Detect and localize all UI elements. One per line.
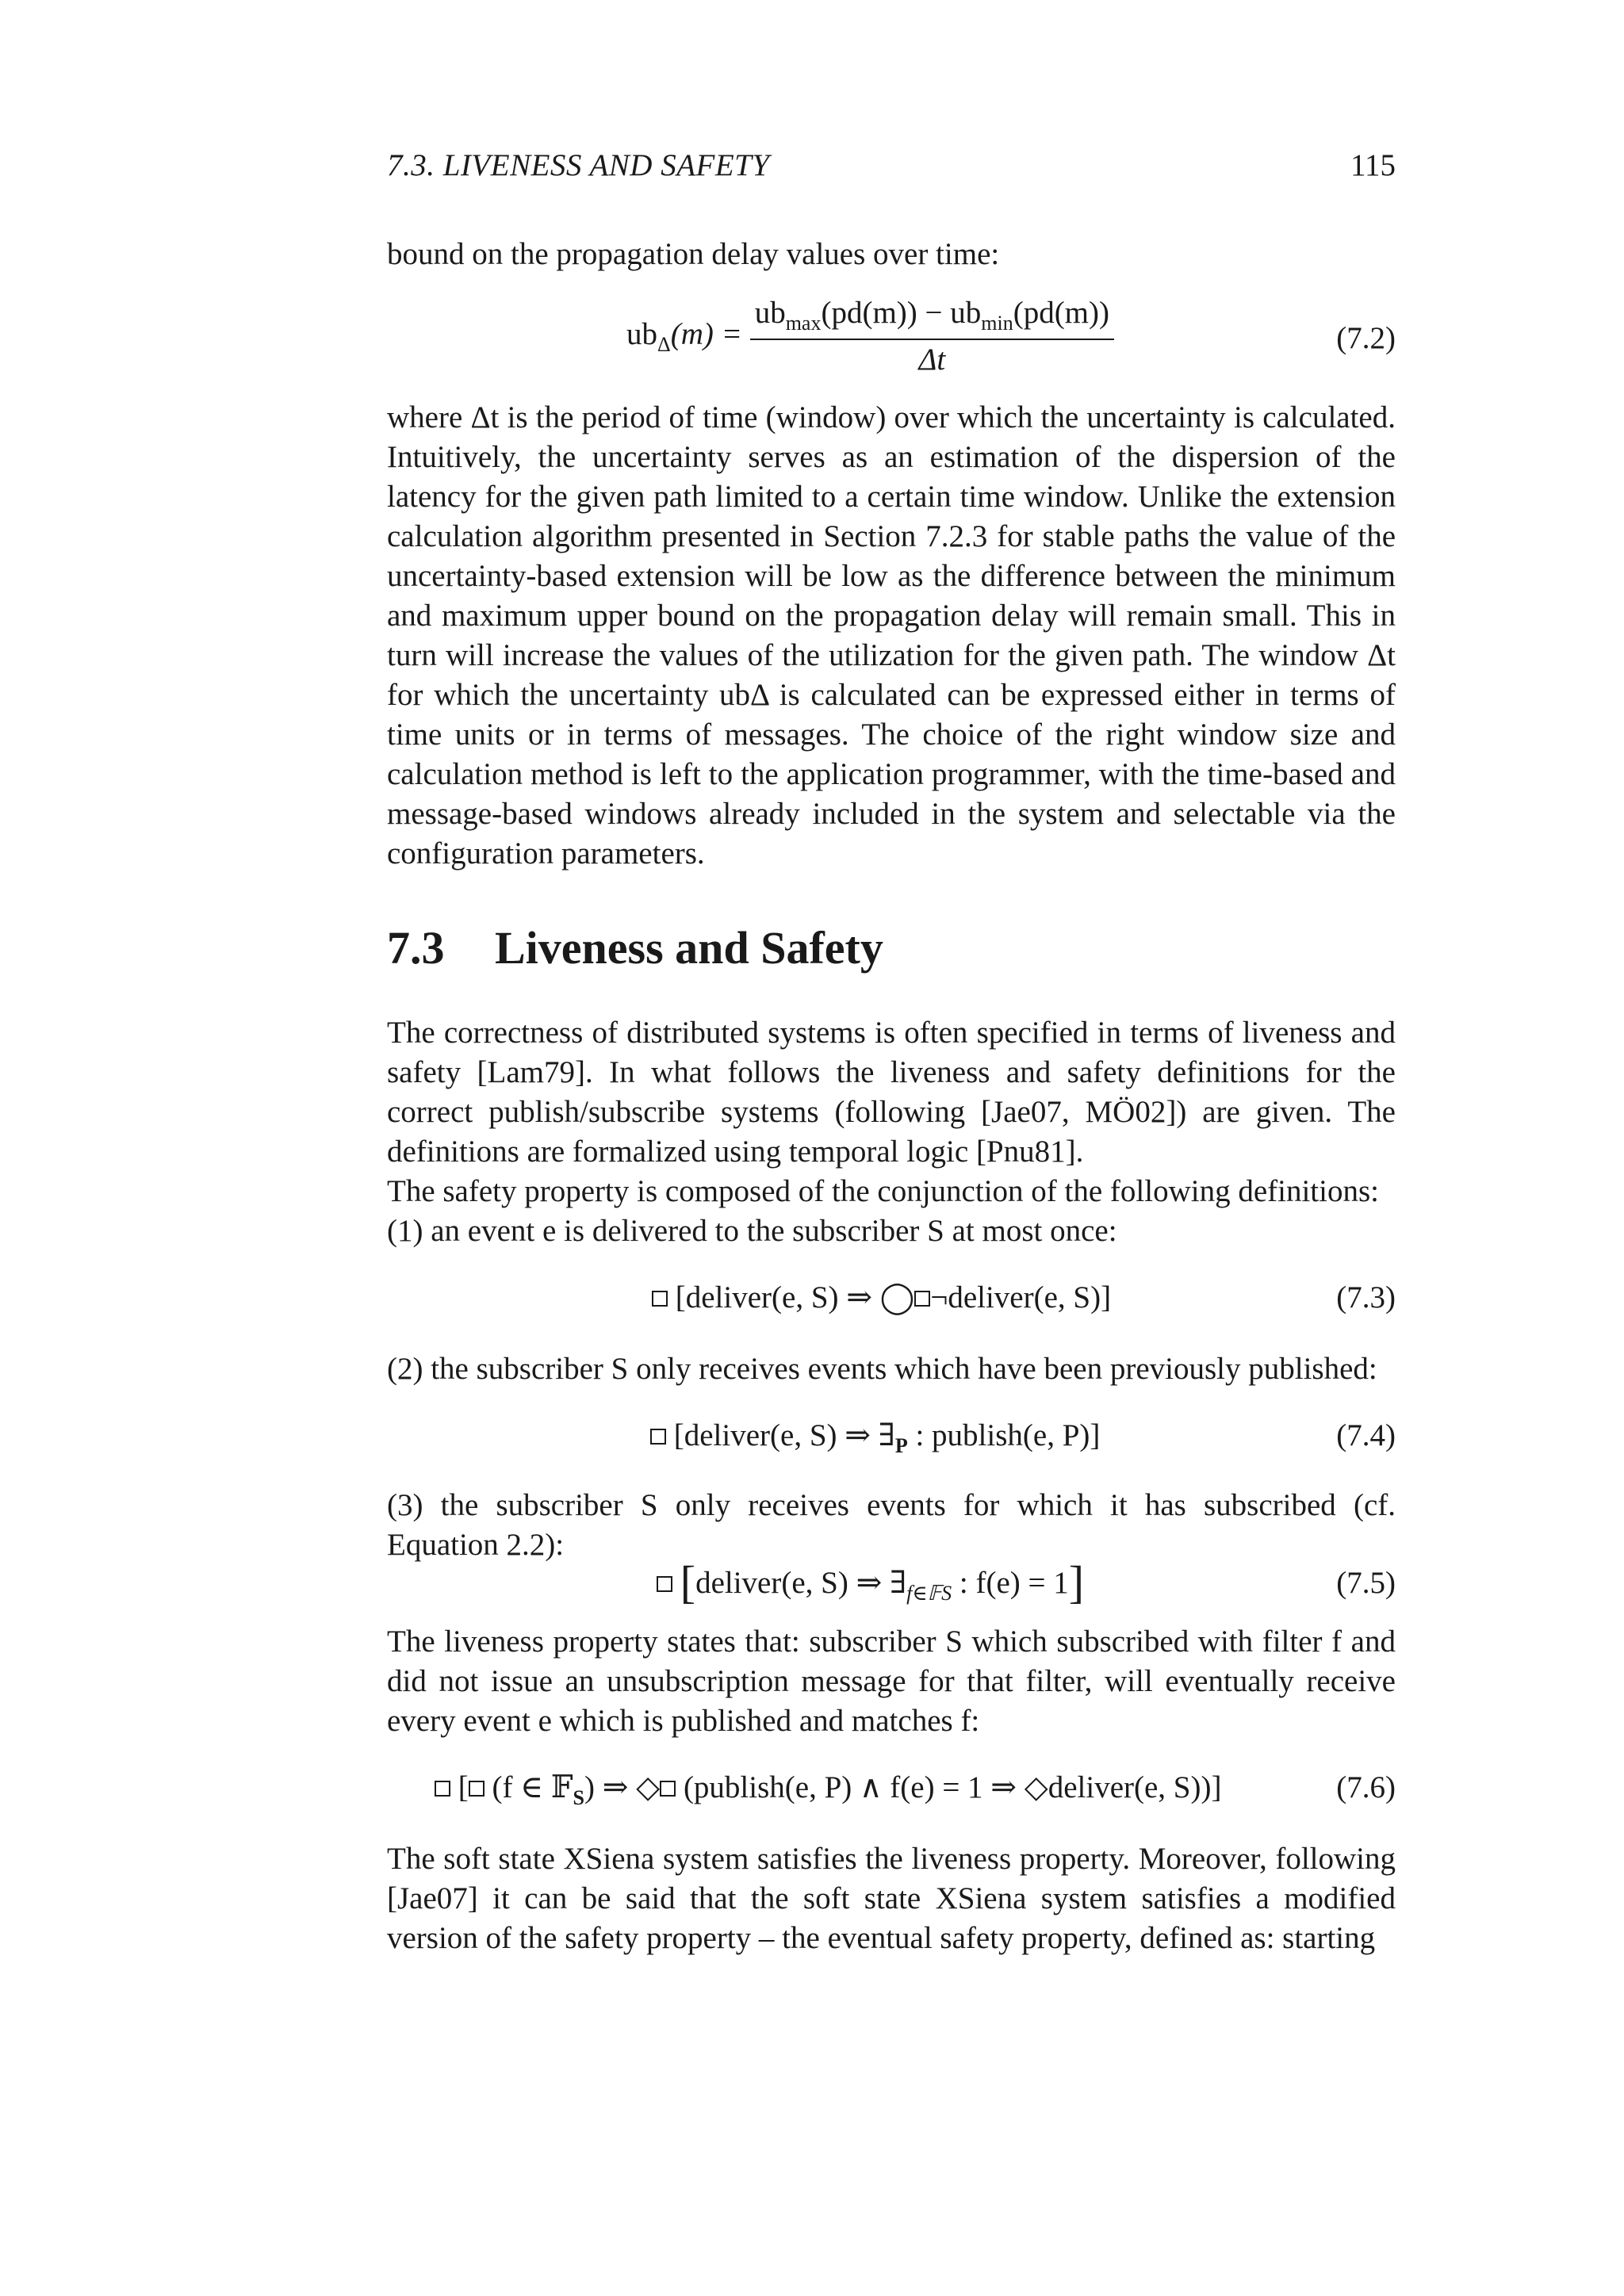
paragraph-correctness: The correctness of distributed systems is often specified in terms of liveness and safety [Lam79]. In what follows the liveness and safety definitions for the correct publish/subscribe systems (following [Jae07, MÖ02]) are given. The definitions are formalized using temporal logic [Pnu81]. bbox=[387, 1016, 1396, 1169]
left-bracket: [ bbox=[680, 1556, 696, 1608]
equation-7-5 bbox=[387, 1556, 1396, 1608]
equation-7-6 bbox=[387, 1770, 1396, 1814]
eq72-num-b-sub: min bbox=[981, 311, 1013, 335]
equation-7-3-body bbox=[652, 1280, 1111, 1315]
always-operator-icon bbox=[652, 1291, 668, 1307]
equation-number-7-5: (7.5) bbox=[1336, 1566, 1396, 1600]
eq74-body-2: : publish(e, P)] bbox=[907, 1418, 1101, 1452]
eq76-part-1: [ bbox=[458, 1770, 469, 1804]
eq72-lhs-base: ub bbox=[626, 316, 657, 351]
eq75-body-2: : f(e) = 1 bbox=[952, 1566, 1069, 1600]
paragraph-soft-state: The soft state XSiena system satisfies the liveness property. Moreover, following [Jae07] it can be said that the soft state XSiena system satisfies a modified version of the safety property – the eventual safety property, defined as: starting bbox=[387, 1842, 1396, 1955]
eq75-body: deliver(e, S) ⇒ ∃ bbox=[695, 1566, 907, 1600]
equation-7-2-body bbox=[626, 295, 1114, 377]
always-operator-icon bbox=[435, 1781, 450, 1797]
eq72-denominator: Δt bbox=[918, 342, 946, 377]
equation-number-7-2: (7.2) bbox=[1336, 321, 1396, 355]
paragraph-safety-intro: The safety property is composed of the conjunction of the following definitions: bbox=[387, 1174, 1379, 1208]
equation-7-5-body bbox=[657, 1556, 1084, 1609]
page-number: 115 bbox=[1350, 148, 1396, 182]
equation-number-7-6: (7.6) bbox=[1336, 1770, 1396, 1804]
right-bracket: ] bbox=[1068, 1556, 1085, 1608]
eq72-numerator bbox=[750, 295, 1114, 340]
section-heading bbox=[387, 921, 883, 974]
running-header bbox=[387, 147, 1396, 187]
equation-7-2 bbox=[387, 295, 1396, 382]
eq75-sub: f∈𝔽S bbox=[906, 1581, 952, 1605]
paragraph-safety-def2: (2) the subscriber S only receives events which have been previously published: bbox=[387, 1352, 1377, 1386]
eq76-sub: S bbox=[573, 1785, 585, 1809]
eq72-num-a: ub bbox=[754, 296, 786, 330]
intro-line: bound on the propagation delay values over time: bbox=[387, 237, 1000, 271]
running-title: 7.3. LIVENESS AND SAFETY bbox=[387, 148, 770, 182]
section-number: 7.3 bbox=[387, 922, 445, 974]
always-operator-icon bbox=[657, 1576, 672, 1592]
equation-number-7-3: (7.3) bbox=[1336, 1280, 1396, 1314]
eq72-num-b-arg: (pd(m)) bbox=[1013, 296, 1109, 330]
always-operator-icon bbox=[914, 1291, 930, 1307]
equation-7-4-body bbox=[650, 1418, 1100, 1458]
eq72-num-a-arg: (pd(m)) − ub bbox=[821, 296, 982, 330]
paragraph-uncertainty: where Δt is the period of time (window) over which the uncertainty is calculated. Intuitively, the uncertainty serves as an estimation of the dispersion of the latency for the given path limited to a certain time window. Unlike the extension calculation algorithm presented in Section 7.2.3 for stable paths the value of the uncertainty-based extension will be low as the difference between the minimum and maximum upper bound on the propagation delay will remain small. This in turn will increase the values of the utilization for the given path. The window Δt for which the uncertainty ubΔ is calculated can be expressed either in terms of time units or in terms of messages. The choice of the right window size and calculation method is left to the application programmer, with the time-based and message-based windows already included in the system and selectable via the configuration parameters. bbox=[387, 400, 1396, 871]
eq72-lhs-sub: Δ bbox=[657, 332, 671, 356]
always-operator-icon bbox=[660, 1781, 676, 1797]
always-operator-icon bbox=[469, 1781, 485, 1797]
eq74-body: [deliver(e, S) ⇒ ∃ bbox=[673, 1418, 895, 1452]
paragraph-safety-def3: (3) the subscriber S only receives events for which it has subscribed (cf. Equation 2.2): bbox=[387, 1488, 1396, 1562]
section-title: Liveness and Safety bbox=[495, 922, 883, 974]
eq74-sub: P bbox=[894, 1433, 908, 1457]
equation-7-6-body bbox=[435, 1770, 1221, 1810]
eq72-fraction bbox=[750, 295, 1114, 377]
eq72-lhs-arg: (m) = bbox=[670, 316, 742, 351]
paragraph-safety-def1: (1) an event e is delivered to the subscriber S at most once: bbox=[387, 1214, 1117, 1248]
paragraph-liveness: The liveness property states that: subscriber S which subscribed with filter f and did not issue an unsubscription message for that filter, will eventually receive every event e which is published and matches f: bbox=[387, 1624, 1396, 1738]
eq76-part-2: (f ∈ 𝔽 bbox=[492, 1770, 573, 1804]
eq73-body-2: ¬deliver(e, S)] bbox=[930, 1280, 1112, 1314]
eq73-body: [deliver(e, S) ⇒ ◯ bbox=[675, 1280, 915, 1314]
eq76-part-3: ) ⇒ ◇ bbox=[584, 1770, 661, 1804]
equation-number-7-4: (7.4) bbox=[1336, 1418, 1396, 1452]
eq76-part-4: (publish(e, P) ∧ f(e) = 1 ⇒ ◇deliver(e, S))] bbox=[683, 1770, 1222, 1804]
equation-7-4 bbox=[387, 1418, 1396, 1462]
equation-7-3 bbox=[387, 1280, 1396, 1324]
eq72-num-a-sub: max bbox=[785, 311, 822, 335]
always-operator-icon bbox=[650, 1429, 666, 1445]
